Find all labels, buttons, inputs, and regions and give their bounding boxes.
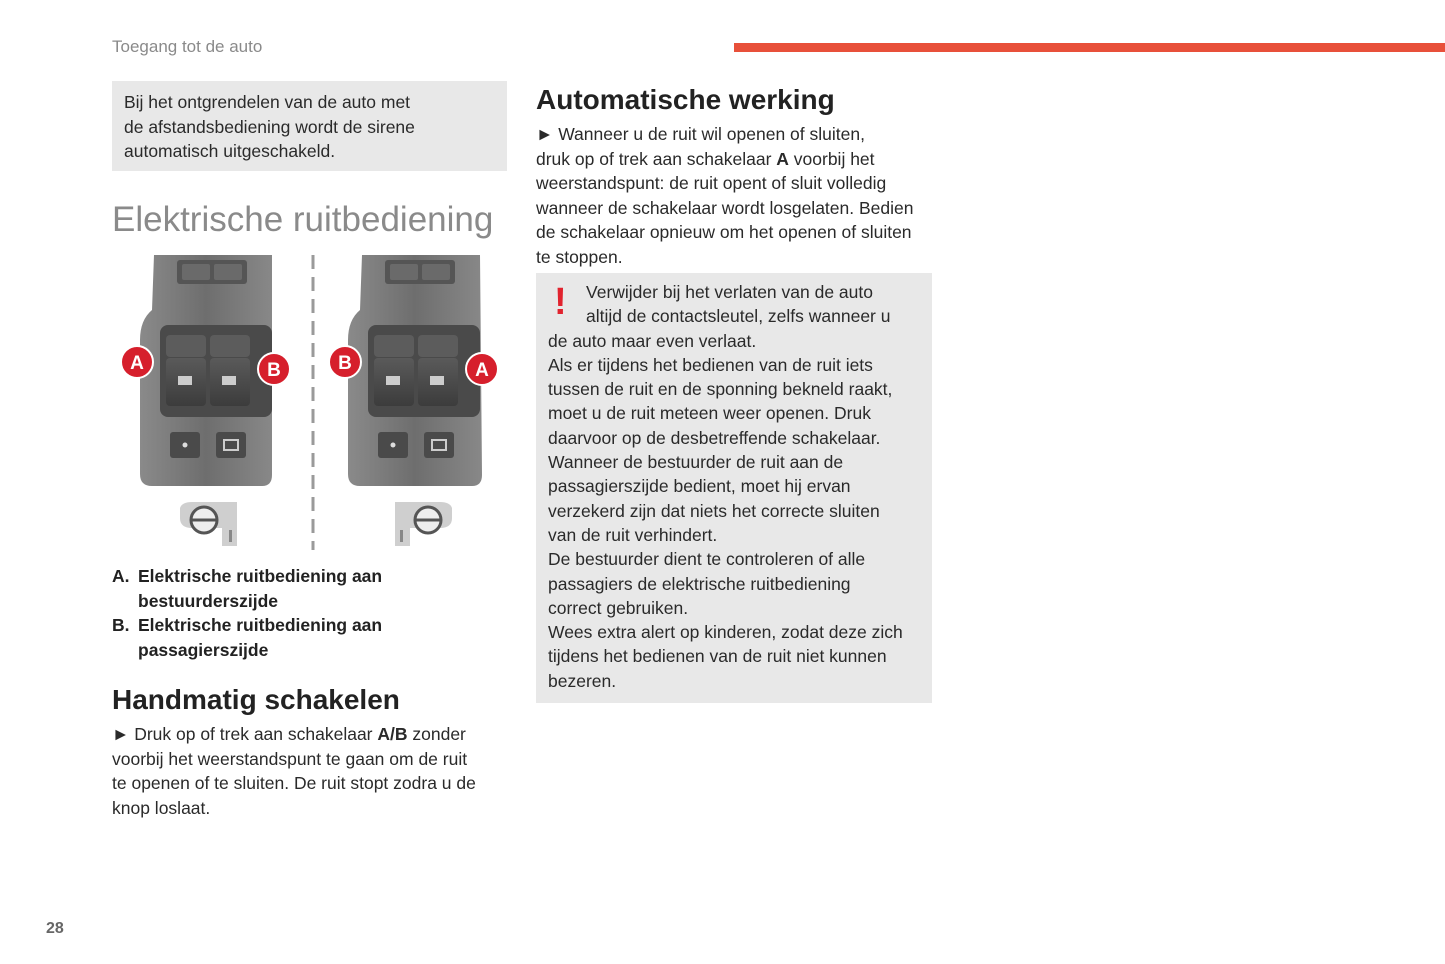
warning-line: bezeren. (548, 670, 617, 691)
warning-box (536, 273, 932, 703)
paragraph-line: te openen of te sluiten. De ruit stopt zodra u de (112, 773, 476, 793)
paragraph-line: ► Wanneer u de ruit wil openen of sluiten, (536, 124, 865, 144)
heading-handmatig-schakelen: Handmatig schakelen (112, 684, 400, 715)
warning-line: moet u de ruit meteen weer openen. Druk (548, 403, 871, 424)
bullet-arrow-icon: ► (112, 724, 130, 744)
paragraph-line: de schakelaar opnieuw om het openen of sluiten (536, 222, 912, 242)
bullet-arrow-icon: ► (536, 124, 554, 144)
callout-a-left (121, 346, 153, 378)
legend-key: A. (112, 566, 130, 586)
window-switch-illustration (112, 250, 507, 555)
driver-switch-panel (140, 255, 272, 486)
warning-exclamation-icon: ! (554, 281, 567, 323)
handmatig-paragraph (112, 722, 507, 820)
switch-ref: A/B (377, 724, 408, 744)
automatisch-paragraph (536, 122, 932, 269)
warning-line: correct gebruiken. (548, 597, 689, 618)
warning-line: Wanneer de bestuurder de ruit aan de (548, 452, 844, 473)
paragraph-line: voorbij het weerstandspunt te gaan om de ruit (112, 748, 468, 769)
legend-text: Elektrische ruitbediening aan (138, 566, 383, 586)
legend-item-a (112, 564, 507, 613)
header-accent-bar (734, 43, 1445, 52)
warning-line: van de ruit verhindert. (548, 524, 718, 545)
warning-line: passagierszijde bedient, moet hij ervan (548, 476, 851, 497)
callout-b-left (258, 353, 290, 385)
warning-line: verzekerd zijn dat niets het correcte sluiten (548, 500, 880, 521)
warning-line: Als er tijdens het bedienen van de ruit iets (548, 354, 873, 375)
steering-wheel-icon (395, 502, 452, 546)
note-line: de afstandsbediening wordt de sirene (124, 116, 415, 137)
warning-line: de auto maar even verlaat. (548, 330, 757, 351)
paragraph-line: te stoppen. (536, 246, 623, 267)
page-number: 28 (46, 920, 64, 937)
warning-line: Wees extra alert op kinderen, zodat deze zich (548, 622, 903, 643)
warning-line: tussen de ruit en de sponning bekneld raakt, (548, 379, 893, 400)
legend-text: passagierszijde (138, 639, 269, 660)
heading-elektrische-ruitbediening: Elektrische ruitbediening (112, 200, 494, 239)
warning-line: altijd de contactsleutel, zelfs wanneer u (586, 306, 891, 327)
callout-label: A (130, 353, 144, 374)
switch-ref: A (776, 148, 789, 169)
note-line: automatisch uitgeschakeld. (124, 141, 336, 161)
warning-line: passagiers de elektrische ruitbediening (548, 573, 851, 594)
heading-automatische-werking: Automatische werking (536, 84, 835, 115)
steering-wheel-icon (180, 502, 237, 546)
paragraph-line: weerstandspunt: de ruit opent of sluit volledig (536, 173, 887, 193)
callout-label: B (338, 353, 352, 374)
note-line: Bij het ontgrendelen van de auto met (124, 92, 411, 112)
callout-a-right (466, 353, 498, 385)
warning-line: Verwijder bij het verlaten van de auto (586, 282, 873, 302)
figure-legend (112, 564, 507, 662)
paragraph-line: knop loslaat. (112, 797, 211, 818)
paragraph-line: ► Druk op of trek aan schakelaar A/B zonder (112, 724, 466, 744)
legend-text: Elektrische ruitbediening aan (138, 615, 383, 635)
passenger-switch-panel (348, 255, 482, 486)
warning-line: daarvoor op de desbetreffende schakelaar. (548, 427, 881, 448)
legend-item-b (112, 613, 507, 662)
warning-line: tijdens het bedienen van de ruit niet kunnen (548, 646, 887, 667)
callout-label: B (267, 360, 281, 381)
paragraph-line: wanneer de schakelaar wordt losgelaten. Bedien (536, 197, 914, 218)
legend-text: bestuurderszijde (138, 590, 279, 611)
paragraph-line: druk op of trek aan schakelaar A voorbij het (536, 148, 875, 169)
section-header: Toegang tot de auto (112, 37, 263, 56)
info-note-box (112, 81, 507, 171)
warning-line: De bestuurder dient te controleren of alle (548, 549, 866, 570)
callout-b-right (329, 346, 361, 378)
legend-key: B. (112, 615, 130, 635)
callout-label: A (475, 360, 489, 381)
